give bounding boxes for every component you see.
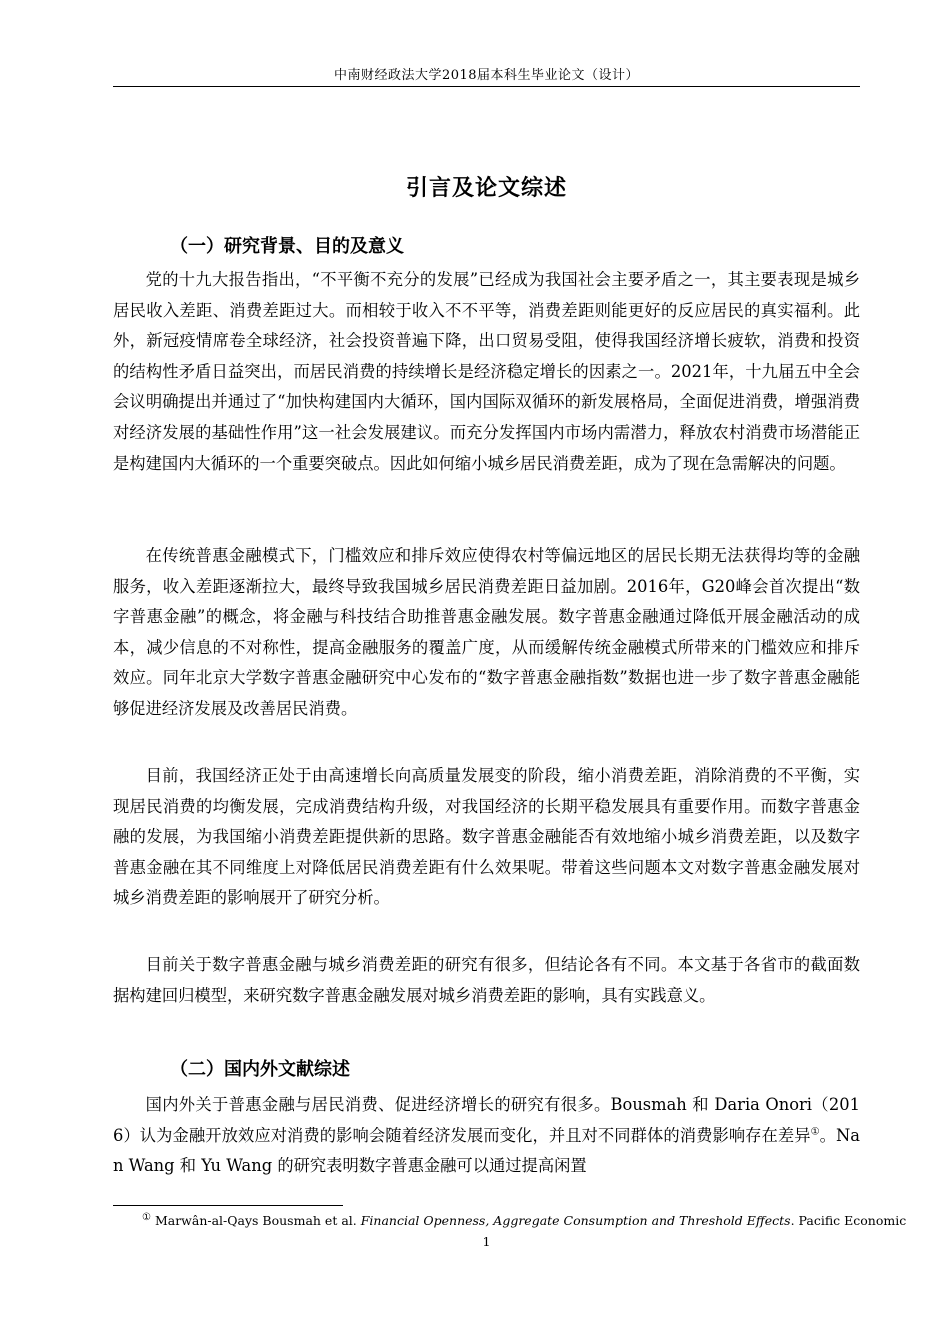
footnote-source: . Pacific Economic xyxy=(790,1213,907,1228)
paragraph: 目前关于数字普惠金融与城乡消费差距的研究有很多，但结论各有不同。本文基于各省市的截面数据构建回归模型，来研究数字普惠金融发展对城乡消费差距的影响，具有实践意义。 xyxy=(113,955,860,1005)
footnote xyxy=(142,1211,907,1228)
chapter-title: 引言及论文综述 xyxy=(405,176,567,201)
footnote-divider xyxy=(113,1205,343,1206)
section-heading-background: （一）研究背景、目的及意义 xyxy=(170,236,404,257)
paragraph: 在传统普惠金融模式下，门槛效应和排斥效应使得农村等偏远地区的居民长期无法获得均等的金融服务，收入差距逐渐拉大，最终导致我国城乡居民消费差距日益加剧。2016年，G20峰会首次提出“数字普惠金融”的概念，将金融与科技结合助推普惠金融发展。数字普惠金融通过降低开展金融活动的成本，减少信息的不对称性，提高金融服务的覆盖广度，从而缓解传统金融模式所带来的门槛效应和排斥效应。同年北京大学数字普惠金融研究中心发布的“数字普惠金融指数”数据也进一步了数字普惠金融能够促进经济发展及改善居民消费。 xyxy=(113,546,860,718)
paragraph-text: 国内外关于普惠金融与居民消费、促进经济增长的研究有很多。Bousmah 和 Daria Onori（2016）认为金融开放效应对消费的影响会随着经济发展而变化，并且对不同群体的消费影响存在差异 xyxy=(113,1095,860,1145)
header-divider xyxy=(113,86,860,87)
paragraph: 党的十九大报告指出，“不平衡不充分的发展”已经成为我国社会主要矛盾之一，其主要表现是城乡居民收入差距、消费差距过大。而相较于收入不不平等，消费差距则能更好的反应居民的真实福利。此外，新冠疫情席卷全球经济，社会投资普遍下降，出口贸易受阻，使得我国经济增长疲软，消费和投资的结构性矛盾日益突出，而居民消费的持续增长是经济稳定增长的因素之一。2021年，十九届五中全会会议明确提出并通过了“加快构建国内大循环，国内国际双循环的新发展格局，全面促进消费，增强消费对经济发展的基础性作用”这一社会发展建议。而充分发挥国内市场内需潜力，释放农村消费市场潜能正是构建国内大循环的一个重要突破点。因此如何缩小城乡居民消费差距，成为了现在急需解决的问题。 xyxy=(113,270,860,473)
paragraph xyxy=(113,1090,860,1182)
section-heading-literature: （二）国内外文献综述 xyxy=(170,1059,350,1080)
page-number: 1 xyxy=(482,1234,491,1249)
footnote-work-title: Financial Openness, Aggregate Consumption and Threshold Effects xyxy=(360,1213,791,1228)
running-header: 中南财经政法大学2018届本科生毕业论文（设计） xyxy=(333,68,640,83)
footnote-ref[interactable]: ① xyxy=(810,1126,820,1138)
footnote-mark: ① xyxy=(142,1211,151,1223)
paragraph: 目前，我国经济正处于由高速增长向高质量发展变的阶段，缩小消费差距，消除消费的不平衡，实现居民消费的均衡发展，完成消费结构升级，对我国经济的长期平稳发展具有重要作用。而数字普惠金融的发展，为我国缩小消费差距提供新的思路。数字普惠金融能否有效地缩小城乡消费差距，以及数字普惠金融在其不同维度上对降低居民消费差距有什么效果呢。带着这些问题本文对数字普惠金融发展对城乡消费差距的影响展开了研究分析。 xyxy=(113,766,860,908)
footnote-author: Marwân-al-Qays Bousmah et al. xyxy=(150,1213,361,1228)
paragraph-text: 。Nan Wang 和 Yu Wang 的研究表明数字普惠金融可以通过提高闲置 xyxy=(113,1125,860,1176)
